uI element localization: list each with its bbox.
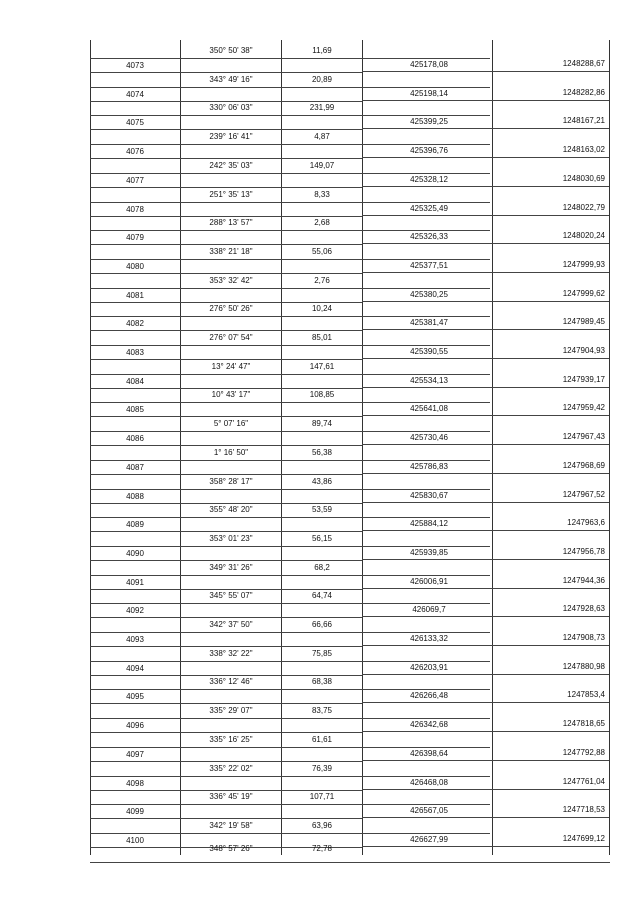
row-rule [90, 632, 490, 633]
distance-cell: 89,74 [311, 419, 333, 429]
point-number-cell: 4100 [126, 835, 144, 845]
last-distance-cell: 72,78 [311, 844, 333, 853]
angle-cell: 336° 45' 19" [209, 792, 253, 802]
coordinate-x-cell: 425830,67 [410, 490, 448, 500]
row-rule [90, 316, 490, 317]
row-rule [90, 761, 362, 762]
point-number-cell: 4093 [126, 635, 144, 644]
point-number-cell: 4084 [126, 376, 144, 386]
row-rule [90, 560, 362, 561]
distance-cell: 8,33 [314, 189, 330, 199]
point-number-cell: 4085 [126, 405, 144, 415]
row-rule [90, 402, 490, 403]
coordinate-x-cell: 425396,76 [410, 146, 448, 156]
point-number-cell: 4083 [126, 348, 144, 357]
coordinate-y-cell: 1247968,69 [562, 460, 605, 470]
coordinate-x-cell: 425399,25 [410, 117, 448, 127]
distance-cell: 68,2 [314, 562, 330, 572]
row-rule [90, 445, 362, 446]
point-number-cell: 4089 [126, 520, 144, 530]
row-rule [90, 747, 490, 748]
coordinate-x-cell: 425178,08 [410, 60, 448, 69]
distance-cell: 53,59 [311, 505, 333, 515]
distance-cell: 11,69 [312, 46, 332, 55]
coordinate-x-cell: 425380,25 [410, 289, 448, 299]
row-rule [90, 173, 490, 174]
row-rule [90, 230, 490, 231]
distance-cell: 64,74 [311, 591, 333, 601]
coordinate-x-cell: 426266,48 [410, 691, 448, 701]
coordinate-y-cell: 1248288,67 [562, 59, 605, 68]
row-rule [90, 732, 362, 733]
point-number-cell: 4094 [126, 663, 144, 673]
distance-cell: 55,06 [311, 246, 333, 256]
distance-cell: 56,15 [311, 533, 333, 543]
point-number-cell: 4080 [126, 261, 144, 271]
point-number-cell: 4077 [126, 175, 144, 185]
distance-cell: 147,61 [309, 361, 335, 371]
row-rule [90, 790, 362, 791]
angle-cell: 353° 32' 42" [209, 275, 253, 285]
coordinate-y-cell: 1248163,02 [562, 145, 605, 155]
angle-cell: 345° 55' 07" [209, 591, 253, 601]
row-rule [90, 503, 362, 504]
coordinate-y-cell: 1247761,04 [562, 776, 605, 786]
coordinate-y-cell: 1247967,43 [562, 432, 605, 442]
row-rule [90, 689, 490, 690]
coordinate-x-cell: 426203,91 [410, 662, 448, 672]
row-rule [90, 431, 490, 432]
coordinate-table [90, 40, 610, 855]
row-rule [362, 702, 609, 703]
row-rule [362, 243, 609, 244]
distance-cell: 4,87 [314, 132, 330, 142]
row-rule [90, 818, 362, 819]
angle-cell: 335° 16' 25" [209, 734, 253, 744]
row-rule [362, 846, 609, 847]
coordinate-x-cell: 426342,68 [410, 720, 448, 730]
point-number-cell: 4079 [126, 233, 144, 243]
row-rule [90, 388, 362, 389]
row-rule [362, 157, 609, 158]
row-rule [90, 259, 490, 260]
row-rule [90, 675, 362, 676]
coordinate-y-cell: 1247853,4 [567, 690, 605, 700]
row-rule [90, 703, 362, 704]
row-rule [90, 474, 362, 475]
distance-cell: 68,38 [311, 677, 333, 687]
row-rule [362, 731, 609, 732]
row-rule [90, 718, 490, 719]
point-number-cell: 4099 [126, 807, 144, 817]
row-rule [90, 833, 490, 834]
point-number-cell: 4074 [126, 89, 144, 99]
row-rule [90, 575, 490, 576]
angle-cell: 349° 31' 26" [209, 562, 253, 572]
distance-cell: 10,24 [311, 304, 333, 314]
coordinate-y-cell: 1247904,93 [562, 346, 605, 355]
coordinate-x-cell: 425534,13 [410, 375, 448, 385]
angle-cell: 288° 13' 57" [209, 218, 253, 228]
coordinate-x-cell: 425641,08 [410, 404, 448, 414]
point-number-cell: 4096 [126, 721, 144, 731]
row-rule [362, 588, 609, 589]
row-rule [90, 101, 362, 102]
last-angle-cell: 348° 57' 26" [209, 844, 253, 853]
point-number-cell: 4098 [126, 778, 144, 788]
row-rule [90, 87, 490, 88]
coordinate-x-cell: 425198,14 [410, 88, 448, 98]
row-rule [90, 330, 362, 331]
row-rule [362, 789, 609, 790]
row-rule [362, 674, 609, 675]
coordinate-y-cell: 1247967,52 [562, 489, 605, 499]
angle-cell: 242° 35' 03" [209, 160, 253, 170]
distance-cell: 66,66 [311, 620, 333, 629]
coordinate-y-cell: 1247928,63 [562, 604, 605, 614]
coordinate-x-cell: 425884,12 [410, 519, 448, 529]
row-rule [362, 272, 609, 273]
distance-cell: 61,61 [311, 734, 333, 744]
row-rule [90, 115, 490, 116]
row-rule [90, 646, 362, 647]
coordinate-y-cell: 1247999,62 [562, 288, 605, 298]
coordinate-y-cell: 1247880,98 [562, 661, 605, 671]
row-rule [362, 301, 609, 302]
angle-cell: 336° 12' 46" [209, 677, 253, 687]
row-rule [90, 546, 490, 547]
coordinate-y-cell: 1247718,53 [562, 805, 605, 815]
coordinate-y-cell: 1247963,6 [567, 518, 605, 528]
row-rule [90, 489, 490, 490]
row-rule [362, 530, 609, 531]
coordinate-x-cell: 426567,05 [410, 806, 448, 816]
row-rule [90, 531, 362, 532]
row-rule [90, 158, 362, 159]
row-rule [90, 202, 490, 203]
row-rule [90, 589, 362, 590]
angle-cell: 239° 16' 41" [209, 132, 253, 142]
distance-cell: 2,68 [314, 218, 330, 228]
row-rule [90, 460, 490, 461]
coordinate-y-cell: 1248167,21 [562, 116, 605, 126]
point-number-cell: 4097 [126, 749, 144, 759]
coordinate-x-cell: 426006,91 [410, 576, 448, 586]
distance-cell: 56,38 [311, 447, 333, 457]
coordinate-x-cell: 425325,49 [410, 203, 448, 213]
point-number-cell: 4076 [126, 147, 144, 157]
row-rule [90, 244, 362, 245]
coordinate-x-cell: 425390,55 [410, 347, 448, 356]
coordinate-y-cell: 1247792,88 [562, 747, 605, 757]
distance-cell: 2,76 [314, 275, 330, 285]
angle-cell: 10° 43' 17" [211, 390, 251, 400]
row-rule [90, 517, 490, 518]
row-rule [90, 58, 490, 59]
point-number-cell: 4086 [126, 434, 144, 444]
distance-cell: 76,39 [311, 763, 333, 773]
row-rule [90, 273, 362, 274]
row-rule [90, 374, 490, 375]
coordinate-x-cell: 425939,85 [410, 547, 448, 557]
row-rule [90, 661, 490, 662]
point-number-cell: 4082 [126, 319, 144, 329]
distance-cell: 63,96 [311, 820, 333, 830]
row-rule [90, 302, 362, 303]
distance-cell: 231,99 [309, 103, 335, 113]
row-rule [362, 71, 609, 72]
distance-cell: 108,85 [309, 390, 335, 400]
coordinate-x-cell: 426069,7 [412, 605, 446, 615]
angle-cell: 353° 01' 23" [209, 533, 253, 543]
row-rule [362, 502, 609, 503]
point-number-cell: 4081 [126, 290, 144, 300]
angle-cell: 276° 50' 26" [209, 304, 253, 314]
angle-cell: 330° 06' 03" [209, 103, 253, 113]
coordinate-y-cell: 1247699,12 [562, 833, 605, 843]
coordinate-y-cell: 1248022,79 [562, 202, 605, 212]
coordinate-x-cell: 425786,83 [410, 461, 448, 471]
coordinate-y-cell: 1247989,45 [562, 317, 605, 327]
distance-cell: 83,75 [311, 706, 333, 716]
point-number-cell: 4092 [126, 606, 144, 616]
coordinate-y-cell: 1247999,93 [562, 259, 605, 269]
row-rule [362, 645, 609, 646]
distance-cell: 20,89 [311, 74, 333, 84]
coordinate-x-cell: 425326,33 [410, 232, 448, 242]
coordinate-x-cell: 426398,64 [410, 748, 448, 758]
column-divider [492, 40, 493, 855]
angle-cell: 335° 29' 07" [209, 706, 253, 716]
row-rule [362, 444, 609, 445]
row-rule [362, 358, 609, 359]
row-rule [90, 617, 362, 618]
row-rule [362, 817, 609, 818]
angle-cell: 251° 35' 13" [209, 189, 253, 199]
distance-cell: 149,07 [309, 160, 335, 170]
coordinate-y-cell: 1248030,69 [562, 173, 605, 183]
angle-cell: 343° 49' 16" [209, 74, 253, 84]
row-rule [362, 616, 609, 617]
coordinate-x-cell: 425730,46 [410, 433, 448, 443]
row-rule [90, 862, 610, 863]
row-rule [90, 216, 362, 217]
angle-cell: 338° 32' 22" [209, 648, 253, 658]
coordinate-y-cell: 1247959,42 [562, 403, 605, 413]
coordinate-x-cell: 426468,08 [410, 777, 448, 787]
row-rule [362, 760, 609, 761]
angle-cell: 335° 22' 02" [209, 763, 253, 773]
angle-cell: 358° 28' 17" [209, 476, 253, 486]
coordinate-y-cell: 1247956,78 [562, 546, 605, 556]
point-number-cell: 4078 [126, 204, 144, 214]
angle-cell: 338° 21' 18" [209, 246, 253, 256]
coordinate-x-cell: 425328,12 [410, 174, 448, 184]
angle-cell: 350° 50' 38" [209, 46, 253, 55]
row-rule [90, 345, 490, 346]
coordinate-y-cell: 1248282,86 [562, 87, 605, 97]
row-rule [362, 387, 609, 388]
coordinate-x-cell: 426627,99 [410, 834, 448, 844]
point-number-cell: 4091 [126, 577, 144, 587]
point-number-cell: 4087 [126, 462, 144, 472]
coordinate-x-cell: 425377,51 [410, 260, 448, 270]
point-number-cell: 4095 [126, 692, 144, 702]
row-rule [362, 329, 609, 330]
column-divider [609, 40, 610, 855]
angle-cell: 13° 24' 47" [211, 361, 251, 371]
angle-cell: 276° 07' 54" [209, 333, 253, 342]
row-rule [90, 72, 362, 73]
row-rule [90, 129, 362, 130]
angle-cell: 342° 37' 50" [209, 620, 253, 629]
coordinate-y-cell: 1247908,73 [562, 633, 605, 642]
coordinate-y-cell: 1248020,24 [562, 231, 605, 241]
coordinate-x-cell: 426133,32 [410, 634, 448, 643]
row-rule [362, 473, 609, 474]
row-rule [362, 186, 609, 187]
coordinate-x-cell: 425381,47 [410, 318, 448, 328]
distance-cell: 75,85 [311, 648, 333, 658]
angle-cell: 342° 19' 58" [209, 820, 253, 830]
point-number-cell: 4088 [126, 491, 144, 501]
distance-cell: 107,71 [309, 792, 335, 802]
point-number-cell: 4090 [126, 548, 144, 558]
row-rule [90, 603, 490, 604]
angle-cell: 1° 16' 50" [213, 447, 249, 457]
row-rule [90, 416, 362, 417]
row-rule [362, 128, 609, 129]
coordinate-y-cell: 1247939,17 [562, 374, 605, 384]
coordinate-y-cell: 1247818,65 [562, 719, 605, 729]
row-rule [362, 559, 609, 560]
row-rule [90, 187, 362, 188]
distance-cell: 43,86 [311, 476, 333, 486]
point-number-cell: 4073 [126, 61, 144, 70]
row-rule [90, 288, 490, 289]
row-rule [90, 776, 490, 777]
row-rule [362, 215, 609, 216]
column-divider [362, 40, 363, 855]
point-number-cell: 4075 [126, 118, 144, 128]
coordinate-y-cell: 1247944,36 [562, 575, 605, 585]
angle-cell: 355° 48' 20" [209, 505, 253, 515]
angle-cell: 5° 07' 16" [213, 419, 249, 429]
row-rule [90, 359, 362, 360]
row-rule [90, 144, 490, 145]
row-rule [362, 415, 609, 416]
distance-cell: 85,01 [311, 333, 333, 342]
row-rule [362, 100, 609, 101]
row-rule [90, 804, 490, 805]
